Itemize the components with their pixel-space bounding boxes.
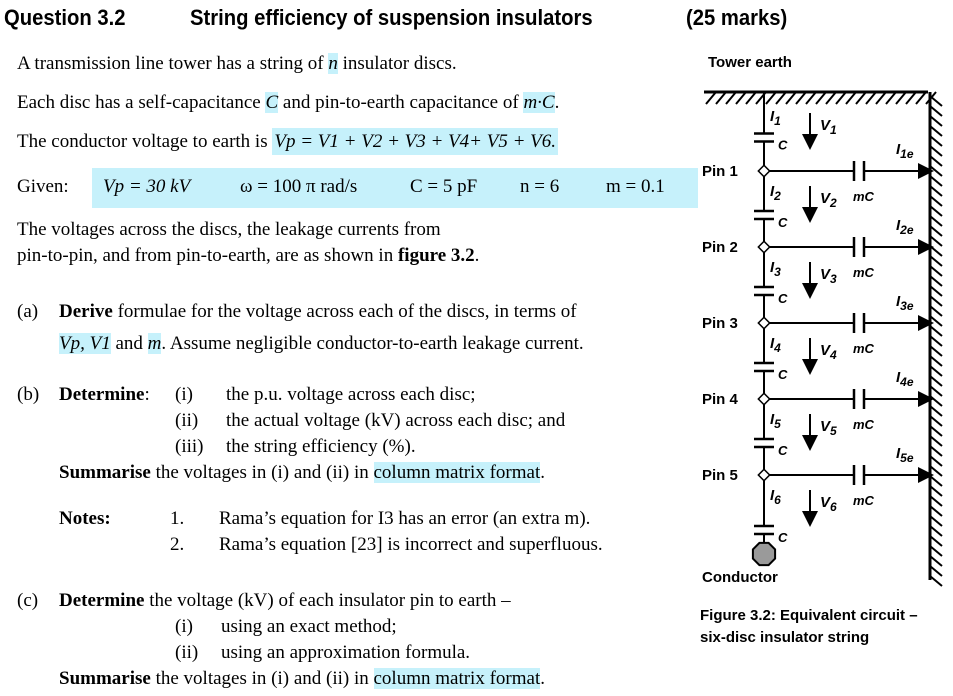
hatch-mark — [896, 92, 906, 104]
part-b-item-2-num: (ii) — [175, 410, 199, 431]
subscript: 6 — [830, 500, 837, 514]
hatch-mark — [930, 236, 942, 246]
conductor-label: Conductor — [702, 569, 778, 586]
hatch-mark — [930, 556, 942, 566]
subscript: 4e — [900, 375, 914, 389]
hatch-mark — [930, 146, 942, 156]
cap-label: C — [778, 367, 788, 382]
hatch-mark — [930, 196, 942, 206]
disc-capacitor-3 — [754, 259, 837, 306]
pin-label: Pin 5 — [702, 467, 738, 484]
hatch-mark — [886, 92, 896, 104]
conductor-icon — [753, 543, 775, 565]
hatch-mark — [930, 156, 942, 166]
mcap-label: mC — [853, 493, 874, 508]
part-b-verb: Determine: — [59, 384, 150, 405]
hatch-mark — [930, 256, 942, 266]
subscript: 5 — [774, 417, 781, 431]
intro-para-1: The voltages across the discs, the leakage currents from — [17, 219, 441, 240]
disc-voltage-label: $V_2$ — [820, 190, 837, 210]
part-b-summary: Summarise the voltages in (i) and (ii) in column matrix format. — [59, 462, 545, 483]
pin-node-3 — [702, 293, 930, 356]
pin-node-marker — [758, 393, 769, 404]
subscript: 3 — [830, 272, 837, 286]
intro-line-3: The conductor voltage to earth is Vp = V1 + V2 + V3 + V4+ V5 + V6. — [17, 131, 558, 153]
pin-label: Pin 1 — [702, 163, 738, 180]
pin-node-5 — [702, 445, 930, 508]
part-a-line-1: Derive formulae for the voltage across each of the discs, in terms of — [59, 301, 577, 322]
disc-capacitor-6 — [754, 487, 837, 545]
question-title: String efficiency of suspension insulators — [190, 5, 593, 30]
hatch-mark — [930, 216, 942, 226]
hatch-mark — [726, 92, 736, 104]
hatch-mark — [930, 136, 942, 146]
pin-node-marker — [758, 165, 769, 176]
hatch-mark — [930, 306, 942, 316]
subscript: 5e — [900, 451, 914, 465]
hatch-mark — [916, 92, 926, 104]
subscript: 3 — [774, 265, 781, 279]
disc-capacitor-1 — [754, 108, 837, 153]
disc-voltage-label: $V_3$ — [820, 266, 837, 286]
given-m: m = 0.1 — [606, 176, 665, 197]
hatch-mark — [930, 296, 942, 306]
cap-label: C — [778, 137, 788, 153]
intro-para-2: pin-to-pin, and from pin-to-earth, are as shown in figure 3.2. — [17, 245, 480, 266]
given-label: Given: — [17, 176, 69, 197]
hatch-mark — [930, 406, 942, 416]
note-2-num: 2. — [170, 534, 185, 555]
disc-voltage-label: $V_1$ — [820, 117, 837, 137]
hatch-mark — [716, 92, 726, 104]
voltage-sum-equation: Vp = V1 + V2 + V3 + V4+ V5 + V6. — [274, 131, 557, 152]
earth-current-label: $I_{1e}$ — [896, 141, 914, 161]
pin-node-1 — [702, 141, 930, 204]
hatch-mark — [930, 346, 942, 356]
circuit-diagram — [690, 44, 953, 654]
hatch-mark — [930, 486, 942, 496]
hatch-mark — [930, 376, 942, 386]
mcap-label: mC — [853, 265, 874, 280]
disc-voltage-label: $V_6$ — [820, 494, 837, 514]
earth-current-label: $I_{3e}$ — [896, 293, 914, 313]
part-c-item-2-num: (ii) — [175, 642, 199, 663]
var-n: n — [328, 53, 338, 74]
hatch-mark — [816, 92, 826, 104]
disc-current-label: $I_6$ — [770, 487, 781, 507]
hatch-mark — [930, 386, 942, 396]
hatch-mark — [826, 92, 836, 104]
hatch-mark — [930, 96, 942, 106]
tower-earth-label: Tower earth — [708, 54, 792, 71]
subscript: 4 — [774, 341, 781, 355]
hatch-mark — [930, 326, 942, 336]
hatch-mark — [930, 356, 942, 366]
cap-label: C — [778, 443, 788, 458]
hatch-mark — [856, 92, 866, 104]
hatch-mark — [930, 516, 942, 526]
part-c-label: (c) — [17, 590, 39, 611]
equivalent-circuit-figure — [690, 44, 953, 654]
pin-node-marker — [758, 469, 769, 480]
part-b-item-2: the actual voltage (kV) across each disc; and — [226, 410, 566, 431]
hatch-mark — [930, 476, 942, 486]
figure-caption-1: Figure 3.2: Equivalent circuit – — [700, 607, 918, 624]
earth-current-label: $I_{4e}$ — [896, 369, 914, 389]
mcap-label: mC — [853, 189, 874, 204]
hatch-mark — [930, 416, 942, 426]
disc-voltage-label: $V_4$ — [820, 342, 837, 362]
note-1-num: 1. — [170, 508, 185, 529]
pin-node-marker — [758, 241, 769, 252]
subscript: 1 — [774, 114, 781, 128]
figure-caption-2: six-disc insulator string — [700, 629, 870, 646]
question-marks: (25 marks) — [686, 5, 788, 30]
hatch-mark — [930, 506, 942, 516]
var-c: C — [265, 92, 279, 113]
hatch-mark — [930, 286, 942, 296]
cap-label: C — [778, 215, 788, 230]
part-c-item-1-num: (i) — [175, 616, 193, 637]
earth-current-label: $I_{5e}$ — [896, 445, 914, 465]
disc-current-label: $I_4$ — [770, 335, 781, 355]
hatch-mark — [706, 92, 716, 104]
given-omega: ω = 100 π rad/s — [240, 176, 358, 197]
earth-current-label: $I_{2e}$ — [896, 217, 914, 237]
notes-label: Notes: — [59, 508, 111, 529]
hatch-mark — [930, 206, 942, 216]
hatch-mark — [866, 92, 876, 104]
part-b-item-1-num: (i) — [175, 384, 193, 405]
cap-label: C — [778, 530, 788, 545]
hatch-mark — [796, 92, 806, 104]
hatch-mark — [930, 456, 942, 466]
part-c-summary: Summarise the voltages in (i) and (ii) in column matrix format. — [59, 668, 545, 689]
hatch-mark — [930, 536, 942, 546]
hatch-mark — [906, 92, 916, 104]
pin-node-2 — [702, 217, 930, 280]
hatch-mark — [876, 92, 886, 104]
hatch-mark — [806, 92, 816, 104]
subscript: 5 — [830, 424, 837, 438]
hatch-mark — [930, 546, 942, 556]
part-b-item-1: the p.u. voltage across each disc; — [226, 384, 476, 405]
hatch-mark — [930, 126, 942, 136]
hatch-mark — [930, 426, 942, 436]
intro-line-1: A transmission line tower has a string of n insulator discs. — [17, 53, 457, 74]
part-a-line-2: Vp, V1 and m. Assume negligible conductor-to-earth leakage current. — [59, 333, 584, 354]
var-mc: m·C — [523, 92, 555, 113]
hatch-mark — [930, 436, 942, 446]
hatch-mark — [786, 92, 796, 104]
mcap-label: mC — [853, 341, 874, 356]
note-1: Rama’s equation for I3 has an error (an extra m). — [219, 508, 591, 529]
hatch-mark — [930, 496, 942, 506]
intro-line-2: Each disc has a self-capacitance C and pin-to-earth capacitance of m·C. — [17, 92, 560, 113]
hatch-mark — [930, 246, 942, 256]
subscript: 6 — [774, 493, 781, 507]
given-c: C = 5 pF — [410, 176, 478, 197]
hatch-mark — [930, 466, 942, 476]
hatch-mark — [746, 92, 756, 104]
hatch-mark — [846, 92, 856, 104]
hatch-mark — [930, 276, 942, 286]
subscript: 3e — [900, 299, 914, 313]
given-vp: Vp = 30 kV — [103, 176, 191, 197]
subscript: 4 — [830, 348, 837, 362]
hatch-mark — [930, 336, 942, 346]
hatch-mark — [930, 366, 942, 376]
hatch-mark — [930, 446, 942, 456]
part-b-item-3-num: (iii) — [175, 436, 204, 457]
pin-label: Pin 2 — [702, 239, 738, 256]
part-b-item-3: the string efficiency (%). — [226, 436, 416, 457]
disc-current-label: $I_2$ — [770, 183, 781, 203]
given-n: n = 6 — [520, 176, 560, 197]
part-b-label: (b) — [17, 384, 40, 405]
hatch-mark — [766, 92, 776, 104]
part-c-line-1: Determine the voltage (kV) of each insulator pin to earth – — [59, 590, 511, 611]
disc-current-label: $I_3$ — [770, 259, 781, 279]
hatch-mark — [776, 92, 786, 104]
cap-label: C — [778, 291, 788, 306]
question-header — [0, 0, 953, 36]
disc-current-label: $I_1$ — [770, 108, 781, 128]
hatch-mark — [930, 266, 942, 276]
disc-capacitor-5 — [754, 411, 837, 458]
part-a-label: (a) — [17, 301, 39, 322]
disc-current-label: $I_5$ — [770, 411, 781, 431]
subscript: 2 — [774, 189, 781, 203]
part-c-item-1: using an exact method; — [221, 616, 397, 637]
hatch-mark — [930, 566, 942, 576]
disc-capacitor-4 — [754, 335, 837, 382]
figure-reference: figure 3.2 — [397, 245, 475, 266]
hatch-mark — [930, 106, 942, 116]
subscript: 1e — [900, 147, 914, 161]
subscript: 2 — [830, 196, 837, 210]
hatch-mark — [930, 186, 942, 196]
disc-capacitor-2 — [754, 183, 837, 230]
pin-label: Pin 3 — [702, 315, 738, 332]
pin-node-marker — [758, 317, 769, 328]
hatch-mark — [836, 92, 846, 104]
mcap-label: mC — [853, 417, 874, 432]
hatch-mark — [930, 576, 942, 586]
hatch-mark — [736, 92, 746, 104]
disc-voltage-label: $V_5$ — [820, 418, 837, 438]
hatch-mark — [930, 526, 942, 536]
hatch-mark — [930, 316, 942, 326]
hatch-mark — [930, 166, 942, 176]
question-number: Question 3.2 — [4, 5, 126, 30]
subscript: 2e — [900, 223, 914, 237]
hatch-mark — [930, 176, 942, 186]
pin-node-4 — [702, 369, 930, 432]
pin-label: Pin 4 — [702, 391, 738, 408]
part-c-item-2: using an approximation formula. — [221, 642, 471, 663]
hatch-mark — [930, 396, 942, 406]
subscript: 1 — [830, 123, 837, 137]
note-2: Rama’s equation [23] is incorrect and superfluous. — [219, 534, 603, 555]
hatch-mark — [930, 226, 942, 236]
hatch-mark — [930, 116, 942, 126]
